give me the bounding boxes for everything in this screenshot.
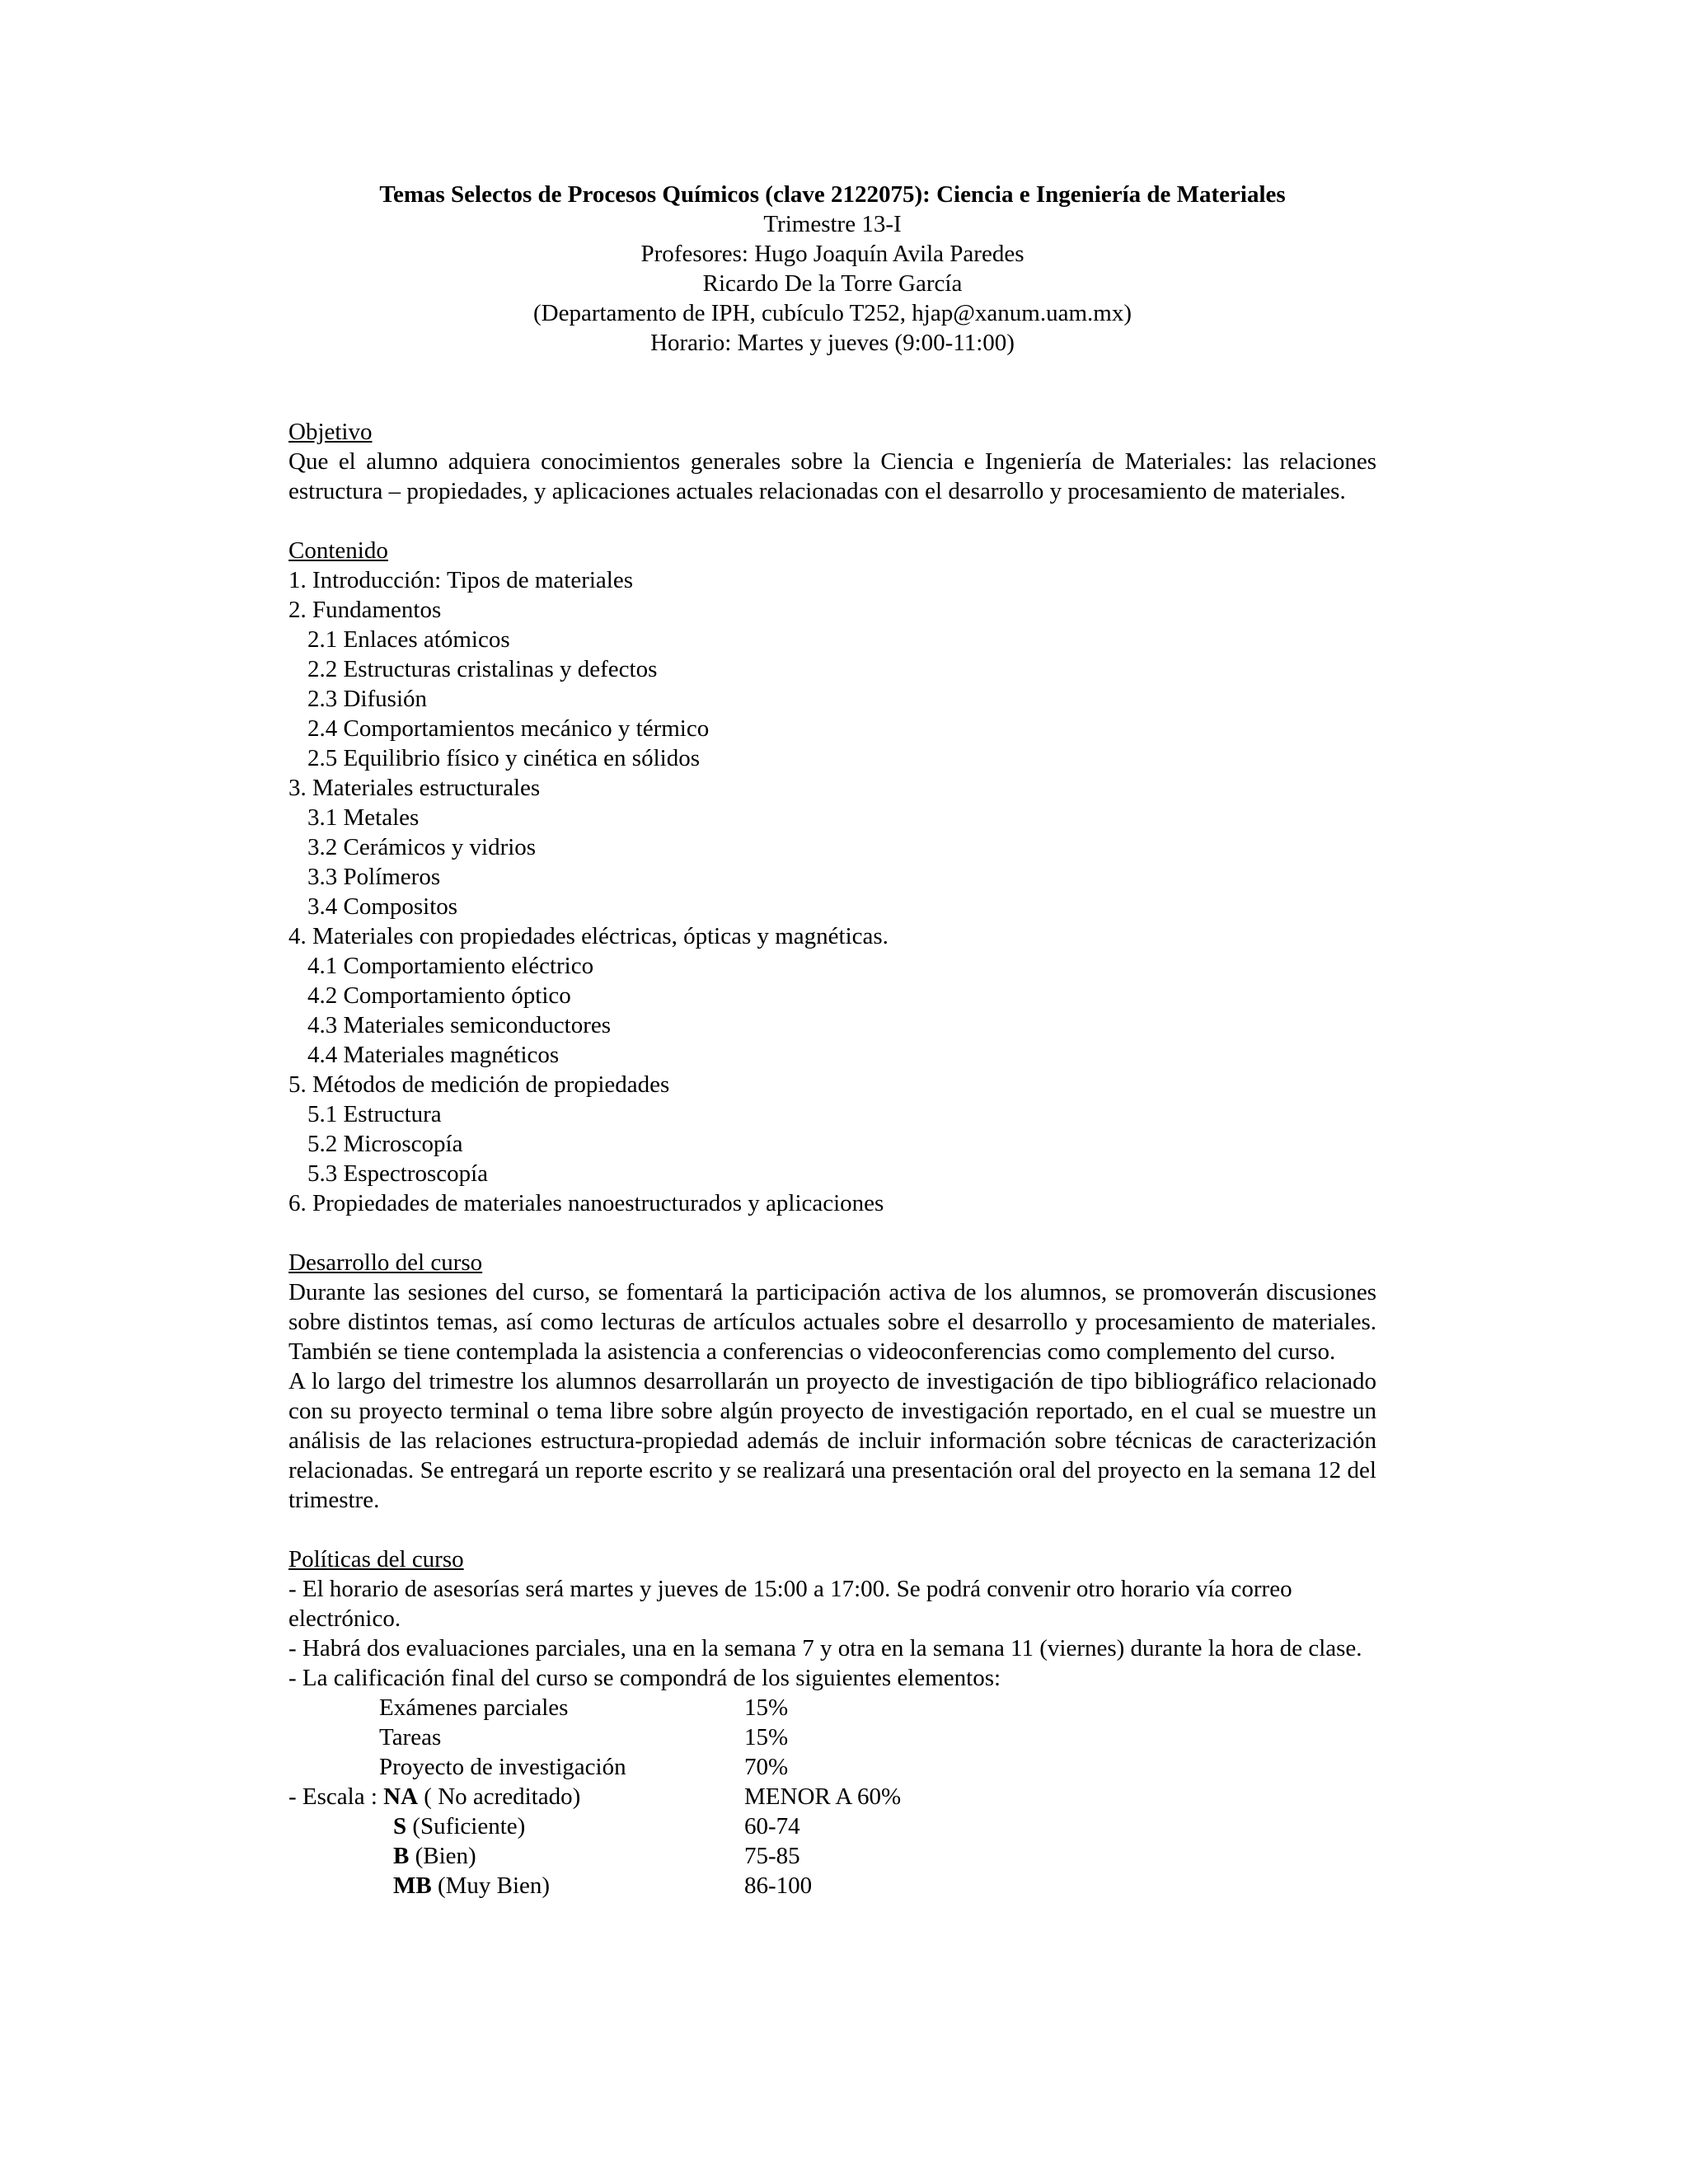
objective-section	[288, 417, 1376, 506]
scale-range: 60-74	[744, 1813, 800, 1840]
content-subitem: 5.3 Espectroscopía	[307, 1160, 489, 1187]
scale-code: B	[393, 1843, 410, 1869]
content-heading: Contenido	[288, 537, 388, 564]
grading-percent: 15%	[744, 1694, 789, 1721]
grading-row	[288, 1752, 1376, 1782]
content-item: 2. Fundamentos	[288, 597, 442, 623]
scale-range: 86-100	[744, 1872, 813, 1899]
policy-grading-intro: - La calificación final del curso se compondrá de los siguientes elementos:	[288, 1665, 1001, 1691]
content-item: 5. Métodos de medición de propiedades	[288, 1071, 670, 1098]
grading-item: Exámenes parciales	[379, 1694, 569, 1721]
objective-text: Que el alumno adquiera conocimientos generales sobre la Ciencia e Ingeniería de Materiales: las relaciones estructura – propiedades, y aplicaciones actuales relacionadas con el desarrollo y procesamiento de materiales.	[288, 448, 1376, 504]
grading-row	[288, 1693, 1376, 1722]
grading-percent: 15%	[744, 1724, 789, 1750]
content-subitem: 3.1 Metales	[307, 804, 420, 831]
objective-heading: Objetivo	[288, 419, 373, 445]
policies-heading: Políticas del curso	[288, 1546, 464, 1572]
spacer	[288, 1515, 1376, 1544]
policies-section	[288, 1544, 1376, 1900]
development-paragraph-2: A lo largo del trimestre los alumnos desarrollarán un proyecto de investigación de tipo bibliográfico relacionado con su proyecto terminal o tema libre sobre algún proyecto de investigación reportado, en el cual se muestre un análisis de las relaciones estructura-propiedad además de incluir información sobre técnicas de caracterización relacionadas. Se entregará un reporte escrito y se realizará una presentación oral del proyecto en la semana 12 del trimestre.	[288, 1368, 1376, 1513]
scale-code: S	[393, 1813, 407, 1840]
scale-description: ( No acreditado)	[418, 1783, 581, 1810]
course-title: Temas Selectos de Procesos Químicos (clave 2122075): Ciencia e Ingeniería de Materiales	[379, 181, 1286, 208]
content-subitem: 3.2 Cerámicos y vidrios	[307, 834, 537, 860]
scale-label	[288, 1811, 744, 1841]
grade-scale	[288, 1782, 1376, 1900]
scale-description: (Bien)	[409, 1843, 476, 1869]
development-heading: Desarrollo del curso	[288, 1249, 483, 1276]
content-subitem: 2.3 Difusión	[307, 686, 427, 712]
grading-table	[288, 1693, 1376, 1782]
grading-percent: 70%	[744, 1754, 789, 1780]
content-subitem: 2.1 Enlaces atómicos	[307, 626, 510, 653]
scale-row	[288, 1782, 1376, 1811]
scale-label	[288, 1841, 744, 1871]
course-development-section	[288, 1248, 1376, 1515]
spacer	[288, 1218, 1376, 1248]
content-subitem: 5.2 Microscopía	[307, 1131, 463, 1157]
content-subitem: 4.2 Comportamiento óptico	[307, 982, 571, 1009]
document-header	[288, 180, 1376, 358]
scale-description: (Suficiente)	[406, 1813, 526, 1840]
content-subitem: 4.1 Comportamiento eléctrico	[307, 953, 594, 979]
department-info: (Departamento de IPH, cubículo T252, hjap@xanum.uam.mx)	[532, 300, 1132, 326]
content-subitem: 3.3 Polímeros	[307, 864, 441, 890]
spacer	[288, 358, 1376, 417]
content-subitem: 2.4 Comportamientos mecánico y térmico	[307, 715, 710, 742]
content-item: 1. Introducción: Tipos de materiales	[288, 567, 634, 593]
grading-item: Tareas	[379, 1724, 442, 1750]
content-list	[288, 565, 1376, 1218]
class-schedule: Horario: Martes y jueves (9:00-11:00)	[650, 330, 1015, 356]
professors-line: Profesores: Hugo Joaquín Avila Paredes	[640, 241, 1025, 267]
grading-item: Proyecto de investigación	[379, 1754, 626, 1780]
development-paragraph-1: Durante las sesiones del curso, se fomentará la participación activa de los alumnos, se promoverán discusiones sobre distintos temas, así como lecturas de artículos actuales sobre el desarrollo y procesamiento de materiales. También se tiene contemplada la asistencia a conferencias o videoconferencias como complemento del curso.	[288, 1279, 1376, 1365]
scale-range: 75-85	[744, 1843, 800, 1869]
trimester: Trimestre 13-I	[763, 211, 902, 237]
scale-label	[288, 1871, 744, 1900]
content-item: 6. Propiedades de materiales nanoestructurados y aplicaciones	[288, 1190, 884, 1216]
policy-office-hours: - El horario de asesorías será martes y jueves de 15:00 a 17:00. Se podrá convenir otro horario vía correo electrónico.	[288, 1576, 1292, 1632]
content-subitem: 3.4 Compositos	[307, 893, 458, 920]
content-subitem: 2.2 Estructuras cristalinas y defectos	[307, 656, 658, 682]
scale-row	[288, 1841, 1376, 1871]
content-section	[288, 536, 1376, 1218]
grading-row	[288, 1722, 1376, 1752]
content-subitem: 5.1 Estructura	[307, 1101, 442, 1127]
content-item: 3. Materiales estructurales	[288, 775, 541, 801]
policy-exams: - Habrá dos evaluaciones parciales, una en la semana 7 y otra en la semana 11 (viernes) durante la hora de clase.	[288, 1635, 1362, 1661]
scale-range: MENOR A 60%	[744, 1783, 902, 1810]
scale-label	[288, 1782, 744, 1811]
content-subitem: 2.5 Equilibrio físico y cinética en sólidos	[307, 745, 700, 771]
scale-prefix: - Escala :	[288, 1783, 384, 1810]
second-professor: Ricardo De la Torre García	[702, 270, 963, 297]
content-item: 4. Materiales con propiedades eléctricas, ópticas y magnéticas.	[288, 923, 889, 949]
scale-row	[288, 1871, 1376, 1900]
syllabus-page	[288, 180, 1376, 1900]
spacer	[288, 506, 1376, 536]
scale-description: (Muy Bien)	[431, 1872, 551, 1899]
scale-row	[288, 1811, 1376, 1841]
scale-code: NA	[383, 1783, 419, 1810]
content-subitem: 4.3 Materiales semiconductores	[307, 1012, 612, 1038]
scale-code: MB	[393, 1872, 432, 1899]
content-subitem: 4.4 Materiales magnéticos	[307, 1042, 560, 1068]
